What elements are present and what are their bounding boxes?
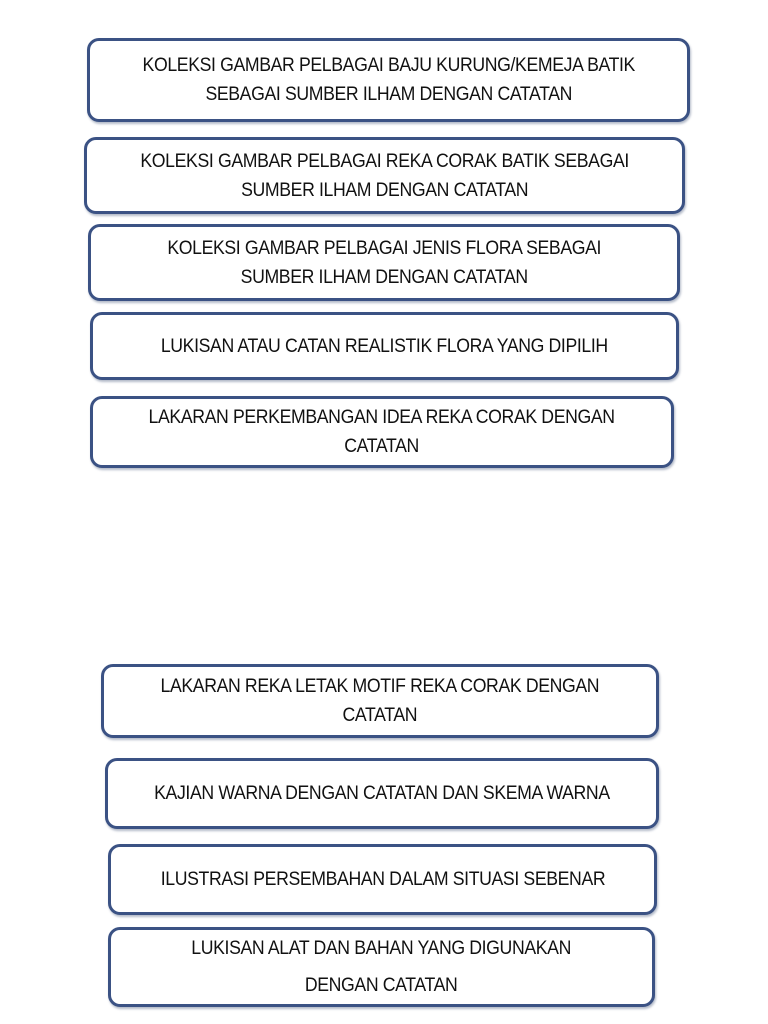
box-label: KAJIAN WARNA DENGAN CATATAN DAN SKEMA WARNA — [154, 783, 610, 804]
box-label: LAKARAN REKA LETAK MOTIF REKA CORAK DENGAN CATATAN — [160, 676, 600, 726]
box-label: LAKARAN PERKEMBANGAN IDEA REKA CORAK DENGAN CATATAN — [148, 407, 616, 457]
box-label: LUKISAN ATAU CATAN REALISTIK FLORA YANG DIPILIH — [161, 335, 608, 357]
text-box-lakaran-reka-letak-motif — [101, 664, 659, 738]
text-box-ilustrasi-persembahan — [108, 844, 657, 915]
text-box-lukisan-realistik-flora — [90, 312, 679, 380]
box-label: ILUSTRASI PERSEMBAHAN DALAM SITUASI SEBENAR — [160, 869, 605, 890]
text-box-lukisan-alat-bahan — [108, 927, 655, 1007]
text-box-koleksi-jenis-flora — [88, 224, 680, 301]
text-box-koleksi-baju-kurung — [87, 38, 690, 122]
box-label: KOLEKSI GAMBAR PELBAGAI REKA CORAK BATIK SEBAGAI SUMBER ILHAM DENGAN CATATAN — [140, 150, 629, 201]
text-box-lakaran-perkembangan-idea — [90, 396, 674, 468]
box-label: KOLEKSI GAMBAR PELBAGAI BAJU KURUNG/KEMEJA BATIK SEBAGAI SUMBER ILHAM DENGAN CATATAN — [142, 55, 635, 105]
text-box-koleksi-reka-corak-batik — [84, 137, 685, 214]
box-label: LUKISAN ALAT DAN BAHAN YANG DIGUNAKAN DENGAN CATATAN — [191, 938, 572, 996]
text-box-kajian-warna — [105, 758, 659, 829]
box-label: KOLEKSI GAMBAR PELBAGAI JENIS FLORA SEBAGAI SUMBER ILHAM DENGAN CATATAN — [167, 237, 601, 288]
